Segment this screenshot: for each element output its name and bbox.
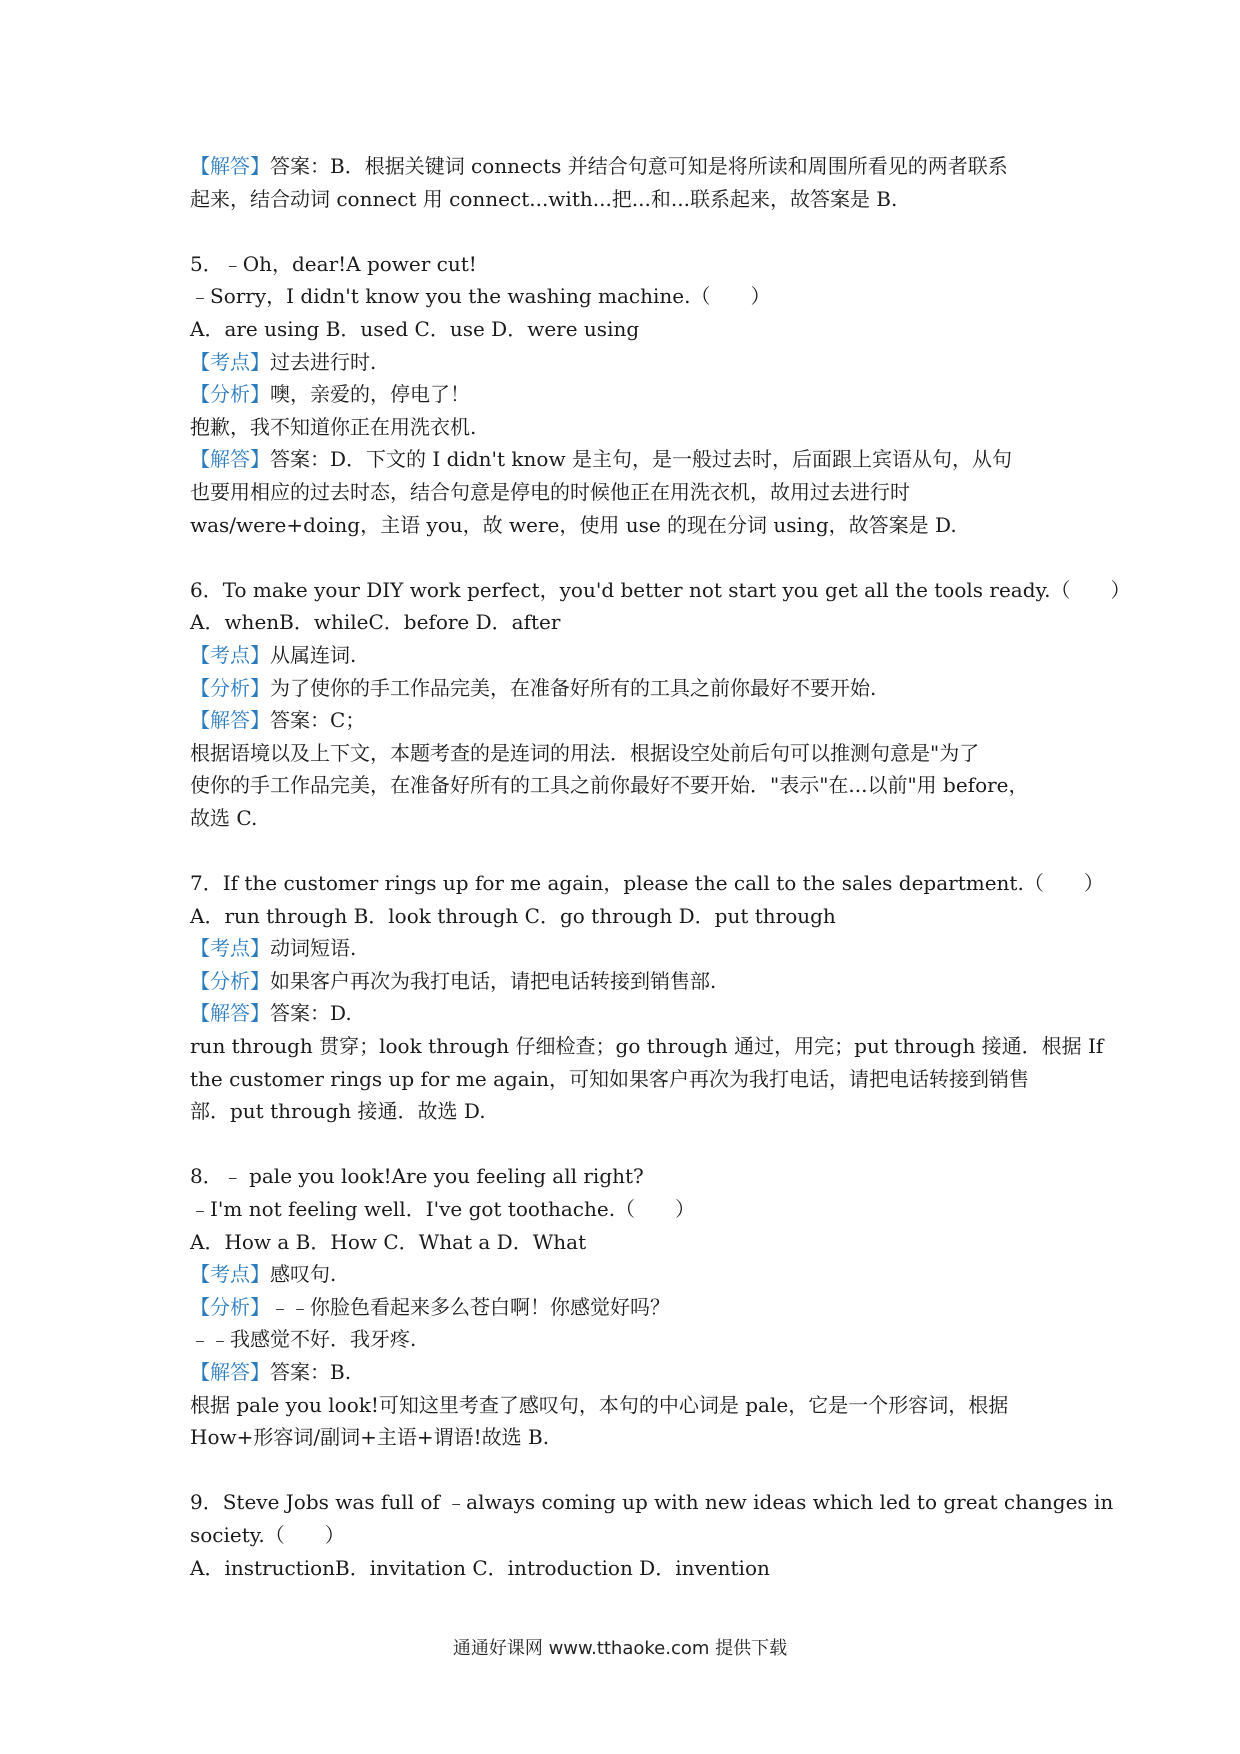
question-block (190, 1160, 1070, 1453)
line-text: 根据 pale you look!可知这里考查了感叹句，本句的中心词是 pale，它是一个形容词，根据 (190, 1392, 1009, 1417)
question-block (190, 248, 1070, 541)
line-text: 6．To make your DIY work perfect，you'd better not start you get all the tools ready.（ ） (190, 577, 1131, 602)
text-line (190, 1160, 1070, 1193)
text-line (190, 313, 1070, 346)
block-spacer (190, 541, 1070, 574)
line-text: 感叹句. (270, 1262, 337, 1287)
question-block (190, 1486, 1114, 1584)
text-line (190, 346, 1070, 379)
line-text: A．instructionB．invitation C．introduction D．invention (190, 1555, 770, 1580)
line-text: ﹣﹣我感觉不好．我牙疼. (190, 1327, 417, 1352)
line-text: 使你的手工作品完美，在准备好所有的工具之前你最好不要开始．"表示"在...以前"用 before， (190, 773, 1029, 798)
text-line (190, 997, 1070, 1030)
text-line (190, 1519, 1070, 1552)
section-label-fenxi: 【分析】 (190, 382, 270, 407)
text-line (190, 1030, 1104, 1063)
text-line (190, 443, 1070, 476)
text-line (190, 672, 1070, 705)
line-text: 起来，结合动词 connect 用 connect...with...把...和...联系起来，故答案是 B. (190, 186, 898, 211)
text-line (190, 1193, 1070, 1226)
line-text: 部．put through 接通．故选 D. (190, 1099, 486, 1124)
line-text: 答案：B．根据关键词 connects 并结合句意可知是将所读和周围所看见的两者联系 (270, 154, 1008, 178)
line-text: 噢，亲爱的，停电了！ (270, 382, 470, 407)
text-line (190, 704, 1070, 737)
section-label-jieda: 【解答】 (190, 447, 270, 472)
text-line (190, 1291, 1070, 1324)
text-line (190, 150, 1070, 183)
text-line (190, 932, 1070, 965)
page-footer: 通通好课网 www.tthaoke.com 提供下载 (452, 1638, 788, 1659)
section-label-fenxi: 【分析】 (190, 968, 270, 993)
line-text: run through 贯穿；look through 仔细检查；go through 通过，用完；put through 接通．根据 If (190, 1034, 1104, 1059)
line-text: 答案：B. (270, 1359, 352, 1384)
line-text: ﹣Sorry，I didn't know you the washing machine.（ ） (190, 284, 771, 309)
section-label-jieda: 【解答】 (190, 708, 270, 733)
text-line (190, 606, 1070, 639)
line-text: 9．Steve Jobs was full of ﹣always coming up with new ideas which led to great changes in (190, 1490, 1114, 1515)
line-text: 从属连词. (270, 642, 357, 667)
text-line (190, 802, 1070, 835)
line-text: 答案：D．下文的 I didn't know 是主句，是一般过去时，后面跟上宾语从句，从句 (270, 447, 1012, 472)
text-line (190, 1552, 1070, 1585)
line-text: 抱歉，我不知道你正在用洗衣机. (190, 414, 477, 439)
question-block (190, 574, 1131, 835)
line-text: 也要用相应的过去时态，结合句意是停电的时候他正在用洗衣机，故用过去进行时 (190, 479, 910, 504)
line-text: 5．﹣Oh，dear!A power cut! (190, 251, 477, 276)
line-text: 如果客户再次为我打电话，请把电话转接到销售部. (270, 968, 717, 993)
text-line (190, 769, 1070, 802)
text-line (190, 639, 1070, 672)
text-line (190, 411, 1070, 444)
line-text: ﹣I'm not feeling well．I've got toothache.（ ） (190, 1197, 696, 1221)
line-text: 过去进行时. (270, 349, 377, 374)
block-spacer (190, 1128, 1070, 1161)
section-label-jieda: 【解答】 (190, 1359, 270, 1384)
text-line (190, 1063, 1070, 1096)
line-text: 8．﹣ pale you look!Are you feeling all right? (190, 1164, 644, 1189)
line-text: 动词短语. (270, 936, 357, 961)
line-text: 根据语境以及上下文，本题考查的是连词的用法．根据设空处前后句可以推测句意是"为了 (190, 740, 980, 765)
line-text: How+形容词/副词+主语+谓语!故选 B. (190, 1425, 550, 1450)
line-text: A．How a B．How C．What a D．What (190, 1229, 587, 1254)
question-block (190, 150, 1070, 215)
block-spacer (190, 1454, 1070, 1487)
line-text: society.（ ） (190, 1522, 345, 1547)
block-spacer (190, 834, 1070, 867)
line-text: ﹣﹣你脸色看起来多么苍白啊！你感觉好吗？ (270, 1294, 670, 1319)
line-text: 7．If the customer rings up for me again，please the call to the sales department.（ ） (190, 871, 1104, 896)
line-text: the customer rings up for me again，可知如果客户再次为我打电话，请把电话转接到销售 (190, 1066, 1030, 1091)
text-line (190, 900, 1070, 933)
text-line (190, 1389, 1070, 1422)
section-label-jieda: 【解答】 (190, 154, 270, 178)
section-label-fenxi: 【分析】 (190, 1294, 270, 1319)
text-line (190, 476, 1070, 509)
line-text: A．whenB．whileC．before D．after (190, 610, 561, 635)
text-line (190, 183, 1070, 216)
line-text: A．are using B．used C．use D．were using (190, 316, 640, 341)
text-line (190, 1356, 1070, 1389)
section-label-kaodian: 【考点】 (190, 936, 270, 961)
text-line (190, 867, 1104, 900)
text-line (190, 248, 1070, 281)
section-label-fenxi: 【分析】 (190, 675, 270, 700)
line-text: 答案：D. (270, 1001, 352, 1026)
line-text: was/were+doing，主语 you，故 were，使用 use 的现在分词 using，故答案是 D. (190, 512, 957, 537)
text-line (190, 280, 1070, 313)
question-block (190, 867, 1104, 1128)
section-label-kaodian: 【考点】 (190, 642, 270, 667)
document-body (190, 150, 1131, 1584)
text-line (190, 509, 1070, 542)
text-line (190, 1421, 1070, 1454)
text-line (190, 965, 1070, 998)
text-line (190, 1323, 1070, 1356)
text-line (190, 1258, 1070, 1291)
line-text: 为了使你的手工作品完美，在准备好所有的工具之前你最好不要开始. (270, 675, 877, 700)
text-line (190, 378, 1070, 411)
text-line (190, 574, 1131, 607)
text-line (190, 1226, 1070, 1259)
section-label-kaodian: 【考点】 (190, 349, 270, 374)
line-text: 答案：C； (270, 708, 366, 733)
section-label-jieda: 【解答】 (190, 1001, 270, 1026)
text-line (190, 1095, 1070, 1128)
text-line (190, 737, 1070, 770)
line-text: A．run through B．look through C．go through D．put through (190, 903, 836, 928)
text-line (190, 1486, 1114, 1519)
section-label-kaodian: 【考点】 (190, 1262, 270, 1287)
block-spacer (190, 215, 1070, 248)
line-text: 故选 C. (190, 805, 258, 830)
